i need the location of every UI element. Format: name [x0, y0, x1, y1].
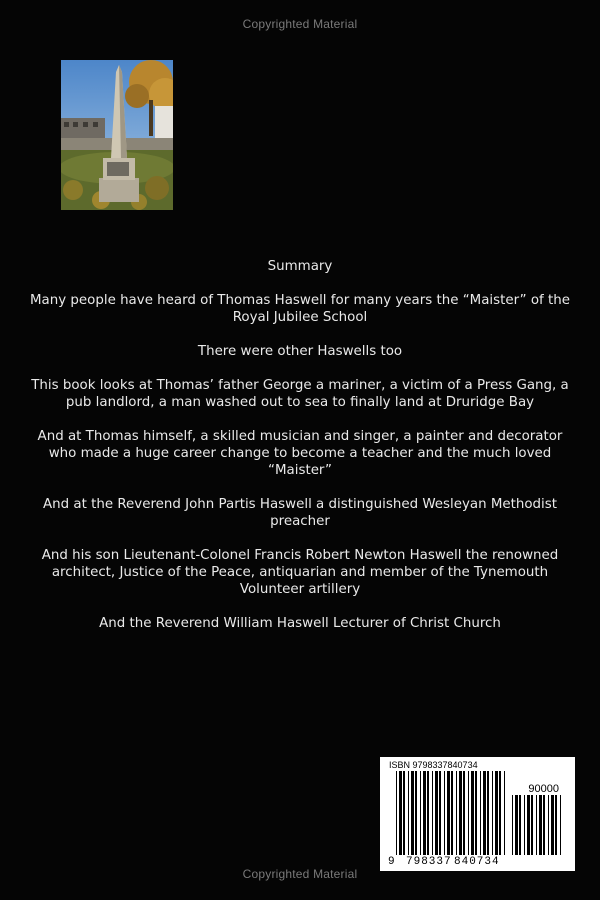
barcode-bar: [468, 771, 469, 855]
barcode-bar: [499, 771, 501, 855]
summary-heading: Summary: [267, 259, 333, 274]
barcode-bar: [543, 795, 545, 855]
barcode-bar: [435, 771, 438, 855]
barcode-bar: [447, 771, 450, 855]
summary-paragraph: There were other Haswells too: [197, 344, 403, 359]
barcode-bar: [560, 795, 561, 855]
barcode-bar: [492, 771, 493, 855]
barcode-bar: [463, 771, 465, 855]
barcode-bar: [519, 795, 521, 855]
copyright-watermark-bottom: Copyrighted Material: [242, 867, 358, 881]
barcode-bar: [411, 771, 414, 855]
barcode-bar: [427, 771, 429, 855]
barcode-bar: [539, 795, 542, 855]
barcode-digits-right: 840734: [454, 856, 500, 868]
obelisk-memorial-photo: [61, 60, 173, 210]
barcode-bar: [408, 771, 409, 855]
barcode-bar: [432, 771, 433, 855]
summary-paragraph: This book looks at Thomas’ father George a mariner, a victim of a Press Gang, a pub landlord, a man washed out to sea to finally land at Druridge Bay: [31, 378, 569, 410]
barcode-bar: [451, 771, 453, 855]
barcode-bar: [456, 771, 457, 855]
barcode-bar: [515, 795, 518, 855]
barcode-bar: [555, 795, 557, 855]
summary-paragraph: And at Thomas himself, a skilled musician and singer, a painter and decorator who made a huge career change to become a teacher and the much loved “Maister”: [37, 429, 563, 478]
barcode-bar: [512, 795, 513, 855]
barcode-bar: [423, 771, 426, 855]
isbn-label: ISBN 9798337840734: [389, 760, 478, 770]
barcode-bar: [415, 771, 417, 855]
barcode-bar: [444, 771, 445, 855]
copyright-watermark-top: Copyrighted Material: [242, 17, 358, 31]
barcode-bar: [483, 771, 486, 855]
barcode-bar: [527, 795, 530, 855]
summary-section: [30, 258, 570, 649]
barcode-bar: [459, 771, 462, 855]
barcode-digits-left: 798337: [406, 856, 452, 868]
barcode-bar: [531, 795, 533, 855]
barcode-bar: [487, 771, 489, 855]
barcode-bar: [480, 771, 481, 855]
barcode-bar: [403, 771, 405, 855]
barcode-bar: [536, 795, 537, 855]
barcode-bar: [504, 771, 505, 855]
barcode-bar: [551, 795, 554, 855]
barcode-bar: [439, 771, 441, 855]
price-code: 90000: [528, 783, 559, 795]
barcode-digit-first: 9: [388, 856, 396, 868]
barcode-bar: [420, 771, 421, 855]
barcode-bar: [399, 771, 402, 855]
summary-paragraph: And at the Reverend John Partis Haswell a distinguished Wesleyan Methodist preacher: [43, 497, 557, 529]
barcode-bar: [495, 771, 498, 855]
summary-paragraph: Many people have heard of Thomas Haswell for many years the “Maister” of the Royal Jubilee School: [30, 293, 570, 325]
barcode-bar: [475, 771, 477, 855]
barcode-bar: [396, 771, 397, 855]
isbn-barcode: [380, 757, 575, 871]
barcode-bar: [548, 795, 549, 855]
barcode-bar: [524, 795, 525, 855]
barcode-bar: [471, 771, 474, 855]
summary-paragraph: And the Reverend William Haswell Lecturer of Christ Church: [99, 616, 501, 631]
summary-paragraph: And his son Lieutenant-Colonel Francis Robert Newton Haswell the renowned architect, Justice of the Peace, antiquarian and member of the Tynemouth Volunteer artillery: [41, 548, 559, 597]
barcode-bars: [380, 757, 575, 871]
